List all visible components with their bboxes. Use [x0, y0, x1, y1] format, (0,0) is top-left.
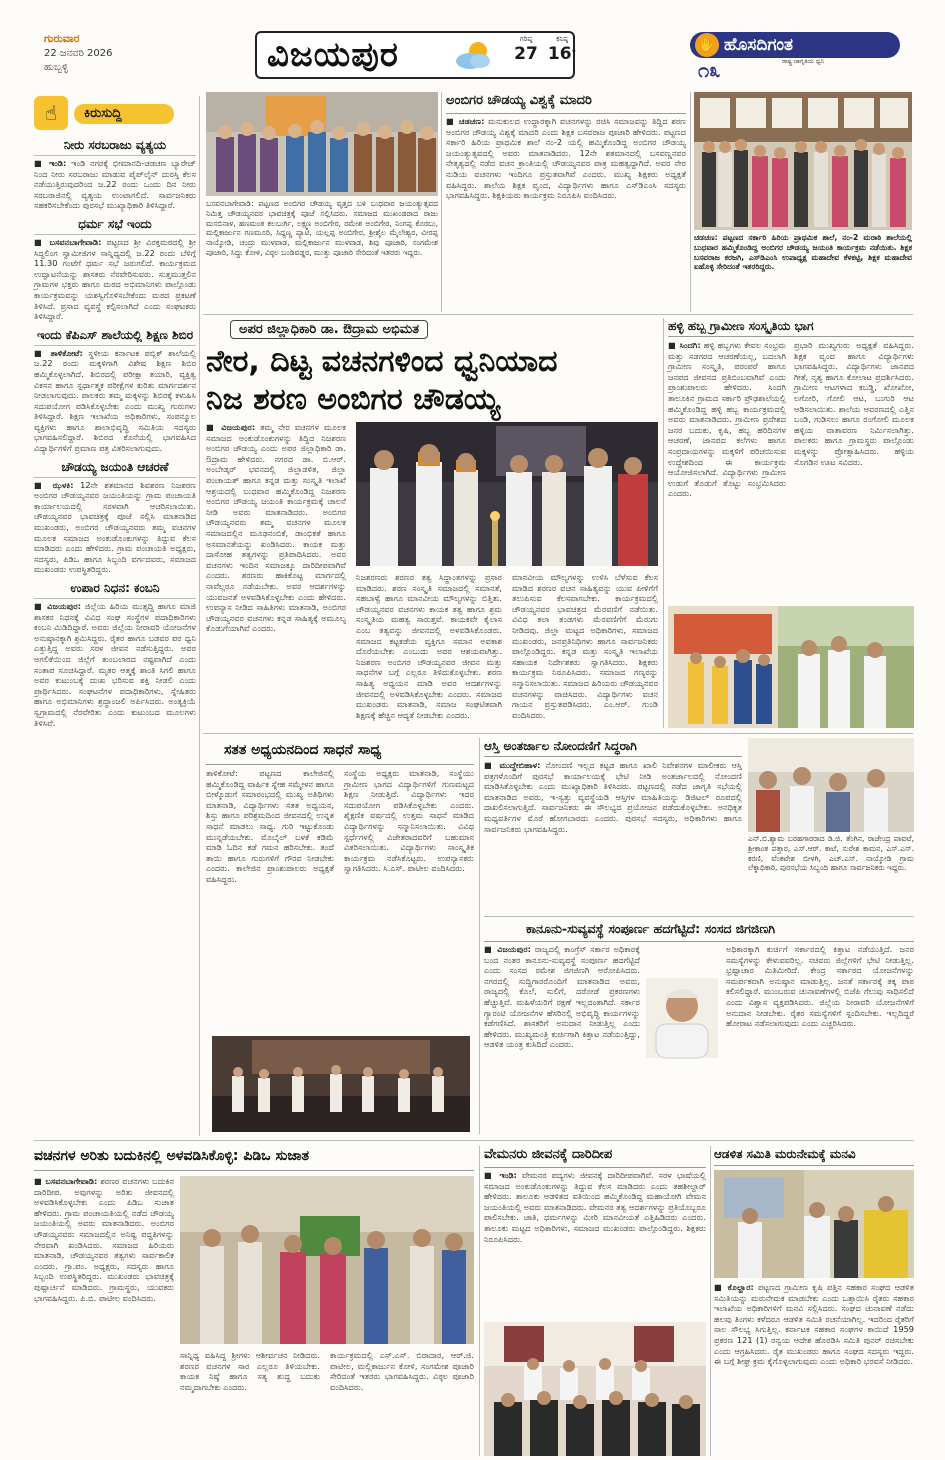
top-left-caption: ಬಸವನಬಾಗೇವಾಡಿ: ಪಟ್ಟಣದ ಅಂಬಿಗರ ಚೌಡಯ್ಯ ವೃತ್ತದ ಬಳಿ ಬುಧವಾರ ಜಯಂತ್ಯುತ್ಸವದ ನಿಮಿತ್ತ ಚೌಡಯ್ಯನವರ ಭಾವಚಿತ್ರಕ್ಕೆ ಪೂಜೆ ಸಲ್ಲಿಸಿದರು. ಸಮಾಜದ ಮುಖಂಡರಾದ ರಾಜು ಮಸಬಿನಾಳ, ಹಣಮಂತ ಕಲಬುರ್ಗಿ, ಲಕ್ಷ್ಮಣ ಅಂಬಿಗೇರ, ರಮೇಶ ಅಂಬಿಗೇರ, ನಿಂಗಪ್ಪ ಕೊರಬು, ಮಲ್ಲಿಕಾರ್ಜುನ ಗಣಮೂರಿ, ಸಿದ್ದಣ್ಣ ಪ್ಯಾಟಿ, ಯಲ್ಲಪ್ಪ ಅಂಬಿಗೇರ, ಶ್ರೀಶೈಲ ಮೈಲೇಶ್ವರ, ವೀರಪ್ಪ ನಾಯ್ಕೋಡಿ, ಚಂದ್ರು ಮುಳವಾಡ, ಮಲ್ಲಿಕಾರ್ಜುನ ಮುಳವಾಡ, ಶಿವು ಪೂಜಾರಿ, ಸಂಗಮೇಶ ಪೂಜಾರಿ, ಸಿದ್ದು ಕೋಳಿ, ವಿಠ್ಠಲ ಬಂಡಿವಡ್ಡರ, ಮುತ್ತು ಪೂಜಾರಿ ಸೇರಿದಂತೆ ಇತರರು ಇದ್ದರು. — [206, 199, 438, 257]
city-title-box — [255, 31, 575, 79]
kanoonu-article — [484, 920, 914, 1134]
vishwa-caption: ಚಡಚಣ: ಪಟ್ಟಣದ ಸರ್ಕಾರಿ ಹಿರಿಯ ಪ್ರಾಥಮಿಕ ಶಾಲೆ, ನಂ-2 ಮರಾಠಿ ಶಾಲೆಯಲ್ಲಿ ಬುಧವಾರ ಹಮ್ಮಿಕೊಂಡಿದ್ದ ಅಂಬಿಗರ ಚೌಡಯ್ಯ ಜಯಂತಿ ಕಾರ್ಯಕ್ರಮ ನಡೆಯಿತು. ಶಿಕ್ಷಕ ಬಸವರಾಜ ಕರಜಗಿ, ಎಸ್‌ಡಿಎಂಸಿ ಉಪಾಧ್ಯಕ್ಷ ಮಹಾದೇವ ಕೆಳಕಟ್ಟಿ, ಶಿಕ್ಷಕ ಮಹಾದೇವ ಐಹೊಳ್ಳಿ ಸೇರಿದಂತೆ ಇತರರಿದ್ದರು. — [694, 233, 912, 272]
brief-text: ಪಟ್ಟಣದ ಶ್ರೀ ವಿರಕ್ತಮಠದಲ್ಲಿ ಶ್ರೀ ಸಿದ್ದಲಿಂಗ ಸ್ವಾಮೀಜಿಗಳ ಸಾನ್ನಿಧ್ಯದಲ್ಲಿ ಜ.22 ರಂದು ಬೆಳಿಗ್ಗೆ 11.30 ಗಂಟೆಗೆ ಧರ್ಮ ಸಭೆ ಜರುಗಲಿದೆ. ಕಾರ್ಯಕ್ರಮದ ಉದ್ಘಾಟನೆಯನ್ನು ಶಾಸಕರು ನೆರವೇರಿಸುವರು. ಸುತ್ತಮುತ್ತಲಿನ ಗ್ರಾಮಗಳ ಭಕ್ತರು ಹಾಗೂ ಮಠದ ಅಭಿಮಾನಿಗಳು ಪಾಲ್ಗೊಂಡು ಕಾರ್ಯಕ್ರಮವನ್ನು ಯಶಸ್ವಿಗೊಳಿಸಬೇಕೆಂದು ಮಠದ ಪ್ರಕಟಣೆ ತಿಳಿಸಿದೆ. ಪ್ರಸಾದ ವ್ಯವಸ್ಥೆ ಕಲ್ಪಿಸಲಾಗಿದೆ ಎಂದು ಸಂಘಟಕರು ತಿಳಿಸಿದ್ದಾರೆ. — [34, 236, 196, 322]
vemana-place: ■ ಇಂಡಿ: — [484, 1170, 517, 1180]
group-photo-image — [206, 92, 438, 196]
satata-title: ಸತತ ಅಧ್ಯಯನದಿಂದ ಸಾಧನೆ ಸಾಧ್ಯ — [206, 738, 474, 765]
satata-divider — [479, 738, 480, 1134]
lead-photo — [356, 422, 658, 566]
aasti-photo — [748, 738, 914, 832]
brief-body — [34, 158, 196, 211]
kirusuddi-column — [34, 96, 196, 1134]
meeting-photo-image — [748, 738, 914, 832]
vachana-col-1 — [34, 1176, 174, 1456]
hrule-3 — [484, 916, 914, 917]
brief-body — [34, 348, 196, 454]
masthead — [0, 0, 945, 90]
vemana-body — [484, 1170, 706, 1316]
vachana-place: ■ ಬಸವನಬಾಗೇವಾಡಿ: — [34, 1176, 98, 1186]
brand-bar — [690, 32, 900, 58]
brief-title: ಇಂದು ಕೆಪಿಎಸ್ ಶಾಲೆಯಲ್ಲಿ ಶಿಕ್ಷಣ ಶಿಬಿರ — [34, 328, 196, 346]
lead-col-3: ಮಾನವೀಯ ಮೌಲ್ಯಗಳನ್ನು ಉಳಿಸಿ ಬೆಳೆಸುವ ಕೆಲಸ ಮಾಡಿದ ಶರಣರ ವಚನ ಸಾಹಿತ್ಯವನ್ನು ಯುವ ಪೀಳಿಗೆಗೆ ತಲುಪಿಸುವ ಕೆಲಸವಾಗಬೇಕು. ಕಾರ್ಯಕ್ರಮದಲ್ಲಿ ಚೌಡಯ್ಯನವರ ಭಾವಚಿತ್ರದ ಮೆರವಣಿಗೆ ನಡೆಯಿತು. ವಿವಿಧ ಕಲಾ ತಂಡಗಳು ಮೆರವಣಿಗೆಗೆ ಮೆರುಗು ನೀಡಿದವು. ಜಿಲ್ಲಾ ಮಟ್ಟದ ಅಧಿಕಾರಿಗಳು, ಸಮಾಜದ ಮುಖಂಡರು, ಜನಪ್ರತಿನಿಧಿಗಳು ಹಾಗೂ ಸಾರ್ವಜನಿಕರು ಪಾಲ್ಗೊಂಡಿದ್ದರು. ಕನ್ನಡ ಮತ್ತು ಸಂಸ್ಕೃತಿ ಇಲಾಖೆಯ ಸಹಾಯಕ ನಿರ್ದೇಶಕರು ಸ್ವಾಗತಿಸಿದರು. ಶಿಕ್ಷಕರು ಕಾರ್ಯಕ್ರಮ ನಿರೂಪಿಸಿದರು. ಸಮಾಜದ ಗಣ್ಯರನ್ನು ಸನ್ಮಾನಿಸಲಾಯಿತು. ಸಮಾಜದ ಹಿರಿಯರು ಚೌಡಯ್ಯನವರ ವಚನಗಳನ್ನು ವಾಚಿಸಿದರು. ವಿದ್ಯಾರ್ಥಿಗಳು ವಚನ ಗಾಯನ ಪ್ರಸ್ತುತಪಡಿಸಿದರು. ಎಂ.ಆರ್. ಗುಂಡಿ ವಂದಿಸಿದರು. — [512, 572, 658, 720]
halli-title: ಹಳ್ಳಿ ಹಬ್ಬ ಗ್ರಾಮೀಣ ಸಂಸ್ಕೃತಿಯ ಭಾಗ — [668, 318, 914, 337]
kanoonu-col-1 — [484, 944, 640, 1132]
aasti-article — [484, 738, 914, 912]
lead-place: ■ ವಿಜಯಪುರ: — [206, 422, 256, 432]
vachana-text-1: ಶರಣರ ವಚನಗಳು ಬದುಕಿನ ದಾರಿದೀಪ. ಅವುಗಳನ್ನು ಅರಿತು ಜೀವನದಲ್ಲಿ ಅಳವಡಿಸಿಕೊಳ್ಳಬೇಕು ಎಂದು ಪಿಡಿಒ ಸುಜಾತ ಹೇಳಿದರು. ಗ್ರಾಮ ಪಂಚಾಯತಿಯಲ್ಲಿ ನಡೆದ ಚೌಡಯ್ಯ ಜಯಂತಿಯಲ್ಲಿ ಅವರು ಮಾತನಾಡಿದರು. ಅಂಬಿಗರ ಚೌಡಯ್ಯನವರು ಸಮಾಜದಲ್ಲಿನ ಅನಿಷ್ಟ ಪದ್ಧತಿಗಳನ್ನು ನೇರವಾಗಿ ಖಂಡಿಸಿದರು. — [34, 1176, 174, 1250]
halli-col-2: ಪ್ರಭಾರಿ ಮುಖ್ಯಗುರು ಅಧ್ಯಕ್ಷತೆ ವಹಿಸಿದ್ದರು. ಶಿಕ್ಷಕ ವೃಂದ ಹಾಗೂ ವಿದ್ಯಾರ್ಥಿಗಳು ಭಾಗವಹಿಸಿದ್ದರು. ವಿದ್ಯಾರ್ಥಿಗಳು ಜಾನಪದ ಗೀತೆ, ನೃತ್ಯ ಹಾಗೂ ಕೋಲಾಟ ಪ್ರದರ್ಶಿಸಿದರು. ಗ್ರಾಮೀಣ ಆಟಗಳಾದ ಕಬಡ್ಡಿ, ಖೋಖೋ, ಲಗೋರಿ, ಗೋಲಿ ಆಟ, ಬುಗುರಿ ಆಟ ಆಡಿಸಲಾಯಿತು. ಶಾಲೆಯ ಆವರಣದಲ್ಲಿ ಎತ್ತಿನ ಬಂಡಿ, ಗುಡಿಸಲು ಹಾಗೂ ರಂಗೋಲಿ ಮೂಲಕ ಹಳ್ಳಿಯ ವಾತಾವರಣ ನಿರ್ಮಿಸಲಾಗಿತ್ತು. ಪಾಲಕರು ಹಾಗೂ ಗ್ರಾಮಸ್ಥರು ಪಾಲ್ಗೊಂಡು ಮಕ್ಕಳನ್ನು ಪ್ರೋತ್ಸಾಹಿಸಿದರು. ಹಳ್ಳಿಯ ಸೊಗಡಿನ ಊಟ ಸವಿದರು. — [794, 340, 914, 467]
lead-kicker: ಅಪರ ಜಿಲ್ಲಾಧಿಕಾರಿ ಡಾ. ಔದ್ರಾಮ ಅಭಿಮತ — [230, 320, 428, 339]
kanoonu-title: ಕಾನೂನು-ಸುವ್ಯವಸ್ಥೆ ಸಂಪೂರ್ಣ ಹದಗೆಟ್ಟಿದೆ: ಸಂಸದ ಜಿಗಜಿಣಗಿ — [484, 920, 914, 942]
hrule-1 — [203, 314, 913, 315]
brief-item — [34, 460, 196, 575]
lead-divider — [663, 318, 664, 728]
column-divider — [199, 96, 200, 1136]
lead-story — [206, 318, 658, 728]
vachana-col-3: ಕಾರ್ಯಕ್ರಮದಲ್ಲಿ ಎಸ್.ಎಸ್. ಬಿರಾದಾರ, ಆರ್.ಜಿ. ಪಾಟೀಲ, ಮಲ್ಲಿಕಾರ್ಜುನ ಕೋಳಿ, ಸಂಗಮೇಶ ಪೂಜಾರಿ ಸೇರಿದಂತೆ ಇತರರು ಭಾಗವಹಿಸಿದ್ದರು. ವಿಠ್ಠಲ ಪೂಜಾರಿ ವಂದಿಸಿದರು. — [330, 1350, 474, 1392]
min-temp-value — [547, 44, 577, 64]
top-left-photo — [206, 92, 438, 196]
bottom-divider-1 — [479, 1146, 480, 1456]
day-label: ಗುರುವಾರ — [44, 32, 80, 45]
brief-place: ■ ಇಂಡಿ: — [34, 158, 67, 168]
max-temp-block — [509, 35, 543, 64]
brief-title: ಉಪಾರ ನಿಧನ: ಕಂಬನಿ — [34, 581, 196, 599]
satata-col-1: ತಾಳಿಕೋಟೆ: ಪಟ್ಟಣದ ಕಾಲೇಜಿನಲ್ಲಿ ಹಮ್ಮಿಕೊಂಡಿದ್ದ ವಾರ್ಷಿಕ ಸ್ನೇಹ ಸಮ್ಮೇಳನ ಹಾಗೂ ಬೀಳ್ಕೊಡುಗೆ ಸಮಾರಂಭದಲ್ಲಿ ಮುಖ್ಯ ಅತಿಥಿಗಳು ಮಾತನಾಡಿ, ವಿದ್ಯಾರ್ಥಿಗಳು ಸತತ ಅಧ್ಯಯನ, ಶಿಸ್ತು ಹಾಗೂ ಪರಿಶ್ರಮದಿಂದ ಜೀವನದಲ್ಲಿ ಉನ್ನತ ಸಾಧನೆ ಮಾಡಲು ಸಾಧ್ಯ. ಗುರಿ ಇಟ್ಟುಕೊಂಡು ಮುನ್ನಡೆಯಬೇಕು. ಮೊಬೈಲ್ ಬಳಕೆ ಕಡಿಮೆ ಮಾಡಿ ಓದಿನ ಕಡೆ ಗಮನ ಹರಿಸಬೇಕು. ತಂದೆ ತಾಯಿ ಹಾಗೂ ಗುರುಗಳಿಗೆ ಗೌರವ ನೀಡಬೇಕು ಎಂದರು. ಕಾಲೇಜಿನ ಪ್ರಾಂಶುಪಾಲರು ಅಧ್ಯಕ್ಷತೆ ವಹಿಸಿದ್ದರು. — [206, 768, 334, 884]
vishwa-article — [446, 92, 686, 310]
vachana-article — [34, 1146, 474, 1456]
weather-icon — [452, 39, 496, 73]
vachana-photo — [180, 1176, 474, 1344]
brief-place: ■ ತಾಳಿಕೋಟೆ: — [34, 347, 83, 358]
halli-place: ■ ಸಿಂದಗಿ: — [668, 340, 701, 350]
kanoonu-portrait — [646, 978, 718, 1058]
brief-body — [34, 237, 196, 322]
lead-headline-1: ನೇರ, ದಿಟ್ಟ ವಚನಗಳಿಂದ ಧ್ವನಿಯಾದ — [206, 344, 558, 379]
hrule-4 — [34, 1140, 914, 1141]
min-temp-label: ಕನಿಷ್ಠ — [556, 35, 568, 43]
aadalita-title: ಆಡಳಿತ ಸಮಿತಿ ಮರುನೇಮಕ್ಕೆ ಮನವಿ — [714, 1146, 914, 1166]
top-divider-1 — [441, 92, 442, 312]
kanoonu-col-2: ಅಧಿಕಾರಕ್ಕಾಗಿ ಕುರ್ಚಿಗೆ ಸರ್ಕಾರದಲ್ಲಿ ಕಿತ್ತಾಟ ನಡೆಯುತ್ತಿದೆ. ಜನರ ಸಮಸ್ಯೆಗಳನ್ನು ಕೇಳುವವರಿಲ್ಲ. ಸಚಿವರು ಜಿಲ್ಲೆಗಳಿಗೆ ಭೇಟಿ ನೀಡುತ್ತಿಲ್ಲ. ಭ್ರಷ್ಟಾಚಾರ ಮಿತಿಮೀರಿದೆ. ಕೇಂದ್ರ ಸರ್ಕಾರದ ಯೋಜನೆಗಳನ್ನು ಸಮರ್ಪಕವಾಗಿ ಅನುಷ್ಠಾನ ಮಾಡುತ್ತಿಲ್ಲ. ಜನತೆ ಸರ್ಕಾರಕ್ಕೆ ತಕ್ಕ ಪಾಠ ಕಲಿಸಲಿದ್ದಾರೆ. ಮುಂಬರುವ ಚುನಾವಣೆಗಳಲ್ಲಿ ಬಿಜೆಪಿ ಗೆಲುವು ಸಾಧಿಸಲಿದೆ ಎಂದು ವಿಶ್ವಾಸ ವ್ಯಕ್ತಪಡಿಸಿದರು. ಜಿಲ್ಲೆಯ ನೀರಾವರಿ ಯೋಜನೆಗಳಿಗೆ ಅನುದಾನ ನೀಡಬೇಕು. ರೈತರ ಸಮಸ್ಯೆಗಳಿಗೆ ಸ್ಪಂದಿಸಬೇಕು. ಇಲ್ಲದಿದ್ದರೆ ಹೋರಾಟ ನಡೆಸಲಾಗುವುದು ಎಂದು ಎಚ್ಚರಿಸಿದರು. — [726, 944, 914, 1029]
aadalita-body — [714, 1282, 914, 1456]
brief-title: ಚೌಡಯ್ಯ ಜಯಂತಿ ಆಚರಣೆ — [34, 460, 196, 478]
lead-col-1 — [206, 422, 346, 728]
vishwa-title: ಅಂಬಿಗರ ಚೌಡಯ್ಯ ವಿಶ್ವಕ್ಕೆ ಮಾದರಿ — [446, 92, 686, 114]
brief-place: ■ ಬಸವನಬಾಗೇವಾಡಿ: — [34, 236, 102, 247]
vishwa-body — [446, 116, 686, 201]
felicitation-photo-image — [180, 1176, 474, 1344]
top-divider-2 — [690, 92, 691, 312]
brand-name: ಹೊಸದಿಗಂತ — [724, 35, 794, 55]
lead-col-2: ನಿಜಶರಣರು ಶರಣರ ತತ್ವ ಸಿದ್ಧಾಂತಗಳನ್ನು ಪ್ರಸಾರ ಮಾಡಿದರು. ಶರಣ ಸಂಸ್ಕೃತಿ ಸಮಾಜದಲ್ಲಿ ಸಮಾನತೆ, ಸಹಬಾಳ್ವೆ ಹಾಗೂ ಮಾನವೀಯ ಮೌಲ್ಯಗಳನ್ನು ಬಿತ್ತಿತು. ಚೌಡಯ್ಯನವರ ವಚನಗಳು ಕಾಯಕ ತತ್ವ ಹಾಗೂ ಶ್ರಮ ಸಂಸ್ಕೃತಿಯ ಮಹತ್ವ ಸಾರುತ್ತವೆ. ಕಾಯಕವೇ ಕೈಲಾಸ ಎಂಬ ತತ್ವವನ್ನು ಜೀವನದಲ್ಲಿ ಅಳವಡಿಸಿಕೊಂಡರು. ಸಮಾಜದ ಕಟ್ಟಕಡೆಯ ವ್ಯಕ್ತಿಗೂ ಸಮಾನ ಅವಕಾಶ ದೊರೆಯಬೇಕು ಎಂಬುದು ಅವರ ಆಶಯವಾಗಿತ್ತು. ನಿಜಶರಣ ಅಂಬಿಗರ ಚೌಡಯ್ಯನವರ ಜೀವನ ಮತ್ತು ಸಾಧನೆಗಳ ಬಗ್ಗೆ ಎಲ್ಲರೂ ತಿಳಿದುಕೊಳ್ಳಬೇಕು. ಶರಣ ಸಾಹಿತ್ಯ ಅಧ್ಯಯನ ಮಾಡಿ ಅವರ ಆದರ್ಶಗಳನ್ನು ಜೀವನದಲ್ಲಿ ಅಳವಡಿಸಿಕೊಳ್ಳಬೇಕು ಎಂದರು. ಸಮಾಜದ ಮುಖಂಡರು ಮಾತನಾಡಿ, ಸಮಾಜ ಸಂಘಟಿತವಾಗಿ ಶಿಕ್ಷಣಕ್ಕೆ ಹೆಚ್ಚಿನ ಆದ್ಯತೆ ನೀಡಬೇಕು ಎಂದರು. — [356, 572, 502, 720]
bottom-divider-2 — [710, 1146, 711, 1456]
kanoonu-place: ■ ವಿಜಯಪುರ: — [484, 944, 531, 954]
brief-body — [34, 601, 196, 728]
date-label: 22 ಜನವರಿ 2026 — [44, 48, 113, 59]
min-temp-block — [547, 35, 577, 64]
hrule-2 — [203, 733, 913, 734]
brief-body — [34, 480, 196, 575]
kanoonu-text-1: ರಾಜ್ಯದಲ್ಲಿ ಕಾಂಗ್ರೆಸ್ ಸರ್ಕಾರ ಅಧಿಕಾರಕ್ಕೆ ಬಂದ ನಂತರ ಕಾನೂನು-ಸುವ್ಯವಸ್ಥೆ ಸಂಪೂರ್ಣ ಹದಗೆಟ್ಟಿದೆ ಎಂದು ಸಂಸದ ರಮೇಶ ಜಿಗಜಿಣಗಿ ಆರೋಪಿಸಿದರು. ನಗರದಲ್ಲಿ ಸುದ್ದಿಗಾರರೊಂದಿಗೆ ಮಾತನಾಡಿದ ಅವರು, ರಾಜ್ಯದಲ್ಲಿ ಕೊಲೆ, ಸುಲಿಗೆ, ದರೋಡೆ ಪ್ರಕರಣಗಳು ಹೆಚ್ಚುತ್ತಿವೆ. ಮಹಿಳೆಯರಿಗೆ ರಕ್ಷಣೆ ಇಲ್ಲದಂತಾಗಿದೆ. ಸರ್ಕಾರ ಗ್ಯಾರಂಟಿ ಯೋಜನೆಗಳ ಹೆಸರಿನಲ್ಲಿ ಅಭಿವೃದ್ಧಿ ಕಾರ್ಯಗಳನ್ನು ಕಡೆಗಣಿಸಿದೆ. ಶಾಸಕರಿಗೆ ಅನುದಾನ ನೀಡುತ್ತಿಲ್ಲ ಎಂದು ಹೇಳಿದರು. ಮುಖ್ಯಮಂತ್ರಿ ಕುರ್ಚಿಗಾಗಿ ಕಿತ್ತಾಟ ನಡೆಯುತ್ತಿದ್ದು, ಆಡಳಿತ ಯಂತ್ರ ಕುಸಿದಿದೆ ಎಂದರು. — [484, 944, 640, 1050]
kirusuddi-hand-icon: ☝ — [34, 96, 68, 130]
city-title: ವಿಜಯಪುರ — [267, 35, 399, 75]
vemana-article — [484, 1146, 706, 1456]
vemana-photo — [484, 1322, 706, 1456]
aasti-title: ಆಸ್ತಿ ಅಂತರ್ಜಾಲ ನೋಂದಣಿಗೆ ಸಿದ್ಧರಾಗಿ — [484, 738, 742, 757]
village-fest-photo-image — [668, 606, 914, 728]
aasti-body — [484, 760, 742, 910]
lead-headline-2: ನಿಜ ಶರಣ ಅಂಬಿಗರ ಚೌಡಯ್ಯ — [206, 382, 501, 417]
vishwa-text: ಮನುಕುಲದ ಉದ್ಧಾರಕ್ಕಾಗಿ ವಚನಗಳನ್ನು ರಚಿಸಿ ಸಮಾಜವನ್ನು ತಿದ್ದಿದ ಶರಣ ಅಂಬಿಗರ ಚೌಡಯ್ಯ ವಿಶ್ವಕ್ಕೆ ಮಾದರಿ ಎಂದು ಶಿಕ್ಷಕ ಬಸವರಾಜ ಪೂಜಾರಿ ಹೇಳಿದರು. ಪಟ್ಟಣದ ಸರ್ಕಾರಿ ಹಿರಿಯ ಪ್ರಾಥಮಿಕ ಶಾಲೆ ನಂ-2 ಯಲ್ಲಿ ಹಮ್ಮಿಕೊಂಡಿದ್ದ ಅಂಬಿಗರ ಚೌಡಯ್ಯ ಜಯಂತ್ಯುತ್ಸವದಲ್ಲಿ ಅವರು ಮಾತನಾಡಿದರು. 12ನೇ ಶತಮಾನದಲ್ಲಿ ಬಸವಣ್ಣನವರ ನೇತೃತ್ವದಲ್ಲಿ ನಡೆದ ವಚನ ಕ್ರಾಂತಿಯಲ್ಲಿ ಚೌಡಯ್ಯನವರ ಪಾತ್ರ ಮಹತ್ವದ್ದಾಗಿದೆ. ಅವರ ನೇರ ನುಡಿಯ ವಚನಗಳು ಇಂದಿಗೂ ಪ್ರಸ್ತುತವಾಗಿವೆ ಎಂದರು. ಮುಖ್ಯ ಶಿಕ್ಷಕರು ಅಧ್ಯಕ್ಷತೆ ವಹಿಸಿದ್ದರು. ಶಾಲೆಯ ಶಿಕ್ಷಕ ವೃಂದ, ವಿದ್ಯಾರ್ಥಿಗಳು ಹಾಗೂ ಎಸ್‌ಡಿಎಂಸಿ ಸದಸ್ಯರು ಭಾಗವಹಿಸಿದ್ದರು. ಶಿಕ್ಷಕಿಯರು ಕಾರ್ಯಕ್ರಮ ನಿರೂಪಿಸಿ ವಂದಿಸಿದರು. — [446, 116, 686, 201]
vemana-event-photo-image — [484, 1322, 706, 1456]
lead-col-1-text: ತಮ್ಮ ನೇರ ವಚನಗಳ ಮೂಲಕ ಸಮಾಜದ ಅಂಕುಡೊಂಕುಗಳನ್ನು ತಿದ್ದಿದ ನಿಜಶರಣ ಅಂಬಿಗರ ಚೌಡಯ್ಯ ಎಂದು ಅಪರ ಜಿಲ್ಲಾಧಿಕಾರಿ ಡಾ. ಔದ್ರಾಮ ಹೇಳಿದರು. ನಗರದ ಡಾ. ಬಿ.ಆರ್. ಅಂಬೇಡ್ಕರ್ ಭವನದಲ್ಲಿ ಜಿಲ್ಲಾಡಳಿತ, ಜಿಲ್ಲಾ ಪಂಚಾಯತ್ ಹಾಗೂ ಕನ್ನಡ ಮತ್ತು ಸಂಸ್ಕೃತಿ ಇಲಾಖೆ ಆಶ್ರಯದಲ್ಲಿ ಬುಧವಾರ ಹಮ್ಮಿಕೊಂಡಿದ್ದ ನಿಜಶರಣ ಅಂಬಿಗರ ಚೌಡಯ್ಯ ಜಯಂತಿ ಕಾರ್ಯಕ್ರಮಕ್ಕೆ ಚಾಲನೆ ನೀಡಿ ಅವರು ಮಾತನಾಡಿದರು. ಅಂಬಿಗರ ಚೌಡಯ್ಯನವರು ತಮ್ಮ ವಚನಗಳ ಮೂಲಕ ಸಮಾಜದಲ್ಲಿನ ಮೂಢನಂಬಿಕೆ, ಡಾಂಭಿಕತೆ ಹಾಗೂ ಅಸಮಾನತೆಯನ್ನು ಖಂಡಿಸಿದರು. ಕಾಯಕ ಮತ್ತು ದಾಸೋಹ ತತ್ವಗಳನ್ನು ಪ್ರತಿಪಾದಿಸಿದರು. ಅವರ ವಚನಗಳು ಇಂದಿನ ಸಮಾಜಕ್ಕೂ ದಾರಿದೀಪವಾಗಿವೆ ಎಂದರು. ಶರಣರು ಹಾಕಿಕೊಟ್ಟ ಮಾರ್ಗದಲ್ಲಿ ನಾವೆಲ್ಲರೂ ನಡೆಯಬೇಕು. ಅವರ ಆದರ್ಶಗಳನ್ನು ಯುವಜನತೆ ಅಳವಡಿಸಿಕೊಳ್ಳಬೇಕು ಎಂದು ಹೇಳಿದರು. ಉಪನ್ಯಾಸ ನೀಡಿದ ಸಾಹಿತಿಗಳು ಮಾತನಾಡಿ, ಅಂಬಿಗರ ಚೌಡಯ್ಯನವರ ವಚನಗಳು ಕನ್ನಡ ಸಾಹಿತ್ಯಕ್ಕೆ ಅಮೂಲ್ಯ ಕೊಡುಗೆಯಾಗಿವೆ ಎಂದರು. — [206, 422, 346, 634]
vishwa-place: ■ ಚಡಚಣ: — [446, 116, 485, 126]
brief-text: ಇಂಡಿ ನಗರಕ್ಕೆ ಭೀಮಾನದಿ-ಚಡಚಣ ಬ್ಯಾರೇಜ್ ನಿಂದ ನೀರು ಸರಬರಾಜು ಮಾಡುವ ಪೈಪ್‌ಲೈನ್ ದುರಸ್ತಿ ಕೆಲಸ ನಡೆಯುತ್ತಿರುವುದರಿಂದ ಜ.22 ರಂದು ಒಂದು ದಿನ ನೀರು ಸರಬರಾಜಿನಲ್ಲಿ ವ್ಯತ್ಯಯ ಉಂಟಾಗಲಿದೆ. ಸಾರ್ವಜನಿಕರು ಸಹಕರಿಸಬೇಕೆಂದು ಪುರಸಭೆ ಮುಖ್ಯಾಧಿಕಾರಿ ತಿಳಿಸಿದ್ದಾರೆ. — [34, 158, 197, 211]
brief-text: ಸ್ಥಳೀಯ ಕರ್ನಾಟಕ ಪಬ್ಲಿಕ್ ಶಾಲೆಯಲ್ಲಿ ಜ.22 ರಂದು ಮಕ್ಕಳಿಗಾಗಿ ವಿಶೇಷ ಶಿಕ್ಷಣ ಶಿಬಿರ ಹಮ್ಮಿಕೊಳ್ಳಲಾಗಿದೆ. ಶಿಬಿರದಲ್ಲಿ ಪರೀಕ್ಷಾ ತಯಾರಿ, ವ್ಯಕ್ತಿತ್ವ ವಿಕಸನ ಹಾಗೂ ಸ್ಪರ್ಧಾತ್ಮಕ ಪರೀಕ್ಷೆಗಳ ಕುರಿತು ಮಾರ್ಗದರ್ಶನ ನೀಡಲಾಗುವುದು. ಪಾಲಕರು ತಮ್ಮ ಮಕ್ಕಳನ್ನು ಶಿಬಿರಕ್ಕೆ ಕಳುಹಿಸಿ ಸದುಪಯೋಗ ಪಡಿಸಿಕೊಳ್ಳಬೇಕು ಎಂದು ಮುಖ್ಯ ಗುರುಗಳು ತಿಳಿಸಿದ್ದಾರೆ. ಶಿಕ್ಷಣ ಇಲಾಖೆಯ ಅಧಿಕಾರಿಗಳು, ಸಂಪನ್ಮೂಲ ವ್ಯಕ್ತಿಗಳು ಹಾಗೂ ಶಾಲಾಭಿವೃದ್ಧಿ ಸಮಿತಿಯ ಸದಸ್ಯರು ಭಾಗವಹಿಸಲಿದ್ದಾರೆ. ಶಿಬಿರದ ಕೊನೆಯಲ್ಲಿ ಭಾಗವಹಿಸಿದ ವಿದ್ಯಾರ್ಥಿಗಳಿಗೆ ಪ್ರಮಾಣ ಪತ್ರ ವಿತರಿಸಲಾಗುವುದು. — [34, 347, 196, 454]
vemana-title: ವೇಮನರು ಜೀವನಕ್ಕೆ ದಾರಿದೀಪ — [484, 1146, 706, 1168]
date-block — [44, 32, 194, 90]
brief-place: ■ ಝಳಕಿ: — [34, 479, 74, 490]
max-temp-value: 27 — [514, 44, 538, 64]
aasti-caption: ಎನ್.ಬಿ.ಶ್ಯಾಮ ಬರಹಗಾರರಾದ ಡಿ.ಜಿ. ತೆಂಗಿನ, ರಾಜೇಂದ್ರ ಪಾವಟೆ, ಶ್ರೀಕಾಂತ ಪತ್ತಾರ, ಎಸ್.ಆರ್. ಕಾಟೆ, ಸುರೇಶ ಕಾಮನ, ಎಸ್.ಎಸ್. ಕರಣಿ, ವೆಂಕಟೇಶ ಬೀಳಗಿ, ಎಚ್.ಎಸ್. ನಾಯ್ಕೋಡಿ ಗ್ರಾಮ ಲೆಕ್ಕಾಧಿಕಾರಿ, ಪುರಸಭೆಯ ಸಿಬ್ಬಂದಿ ಹಾಗೂ ಸಾರ್ವಜನಿಕರು ಇದ್ದರು. — [748, 834, 914, 873]
aadalita-text: ಪಟ್ಟಣದ ಗ್ರಾಮೀಣ ಕೃಷಿ ಪತ್ತಿನ ಸಹಕಾರ ಸಂಘದ ಆಡಳಿತ ಸಮಿತಿಯನ್ನು ಮರುನೇಮಕ ಮಾಡಬೇಕು ಎಂದು ಒತ್ತಾಯಿಸಿ ರೈತರು ಸಹಕಾರ ಇಲಾಖೆಯ ಅಧಿಕಾರಿಗಳಿಗೆ ಮನವಿ ಸಲ್ಲಿಸಿದರು. ಸಂಘದ ಚುನಾವಣೆ ನಡೆದು ಹಲವು ತಿಂಗಳು ಕಳೆದರೂ ಆಡಳಿತ ಸಮಿತಿ ರಚನೆಯಾಗಿಲ್ಲ. ಇದರಿಂದ ರೈತರಿಗೆ ಸಾಲ ಸೌಲಭ್ಯ ಸಿಗುತ್ತಿಲ್ಲ. ಕರ್ನಾಟಕ ಸಹಕಾರ ಸಂಘಗಳ ಕಾಯಿದೆ 1959 ಪ್ರಕರಣ 121 (1) ರನ್ವಯ ಆದೇಶ ಹೊರಡಿಸಿ ಸಮಿತಿ ಪುನರ್ ರಚಿಸಬೇಕು ಎಂದು ಆಗ್ರಹಿಸಿದರು. ರೈತ ಮುಖಂಡರು ಹಾಗೂ ಸಂಘದ ಸದಸ್ಯರು ಇದ್ದರು. ಈ ಬಗ್ಗೆ ಶೀಘ್ರ ಕ್ರಮ ಕೈಗೊಳ್ಳಲಾಗುವುದು ಎಂದು ಅಧಿಕಾರಿ ಭರವಸೆ ನೀಡಿದರು. — [714, 1282, 914, 1367]
brief-title: ನೀರು ಸರಬರಾಜು ವ್ಯತ್ಯಯ — [34, 138, 196, 156]
vishwa-photo — [694, 92, 912, 230]
brief-item — [34, 138, 196, 211]
memorandum-photo-image — [714, 1170, 914, 1278]
halli-photo — [668, 606, 914, 728]
vachana-title: ವಚನಗಳ ಅರಿತು ಬದುಕಿನಲ್ಲಿ ಅಳವಡಿಸಿಕೊಳ್ಳಿ: ಪಿಡಿಒ ಸುಜಾತ — [34, 1146, 474, 1171]
halli-text-1: ಹಳ್ಳಿ ಹಬ್ಬಗಳು ಕೇವಲ ಸಂಭ್ರಮ ಮತ್ತು ಸಡಗರದ ಆಚರಣೆಯಲ್ಲ, ಬದಲಾಗಿ ಗ್ರಾಮೀಣ ಸಂಸ್ಕೃತಿ, ಪರಂಪರೆ ಹಾಗೂ ಜನಪದ ಜೀವನದ ಪ್ರತಿಬಿಂಬವಾಗಿವೆ ಎಂದು ಪ್ರಾಂಶುಪಾಲರು ಹೇಳಿದರು. ಸಿಂದಗಿ ತಾಲೂಕಿನ ಗ್ರಾಮದ ಸರ್ಕಾರಿ ಪ್ರೌಢಶಾಲೆಯಲ್ಲಿ ಹಮ್ಮಿಕೊಂಡಿದ್ದ ಹಳ್ಳಿ ಹಬ್ಬ ಕಾರ್ಯಕ್ರಮದಲ್ಲಿ ಅವರು ಮಾತನಾಡಿದರು. ಗ್ರಾಮೀಣ ಪ್ರದೇಶದ ಜನರ ಬದುಕು, ಕೃಷಿ, ಹಬ್ಬ ಹರಿದಿನಗಳ ಆಚರಣೆ, ಜಾನಪದ ಕಲೆಗಳು ಹಾಗೂ ಸಂಪ್ರದಾಯಗಳನ್ನು ಮಕ್ಕಳಿಗೆ ಪರಿಚಯಿಸುವ ಉದ್ದೇಶದಿಂದ ಈ ಕಾರ್ಯಕ್ರಮ ಆಯೋಜಿಸಲಾಗಿದೆ. ವಿದ್ಯಾರ್ಥಿಗಳು ಗ್ರಾಮೀಣ ಉಡುಗೆ ತೊಡುಗೆ ತೊಟ್ಟು ಸಂಭ್ರಮಿಸಿದರು ಎಂದರು. — [668, 340, 787, 499]
brief-item — [34, 581, 196, 728]
brief-item — [34, 217, 196, 322]
kirusuddi-header — [34, 96, 196, 136]
brand-tagline: ರಾಷ್ಟ್ರ ಜಾಗೃತಿಯ ಧ್ವನಿ — [782, 58, 825, 65]
aasti-text: ನೋಂದಣಿ ಇಲ್ಲದ ಕಟ್ಟಡ ಹಾಗೂ ಖಾಲಿ ನಿವೇಶನಗಳ ಮಾಲೀಕರು ಆಸ್ತಿ ಪತ್ರಗಳೊಂದಿಗೆ ಪುರಸಭೆ ಕಾರ್ಯಾಲಯಕ್ಕೆ ಭೇಟಿ ನೀಡಿ ಅಂತರ್ಜಾಲದಲ್ಲಿ ನೋಂದಣಿ ಮಾಡಿಸಿಕೊಳ್ಳಬೇಕು ಎಂದು ಮುಖ್ಯಾಧಿಕಾರಿ ತಿಳಿಸಿದರು. ಪಟ್ಟಣದಲ್ಲಿ ನಡೆದ ಜಾಗೃತಿ ಸಭೆಯಲ್ಲಿ ಮಾತನಾಡಿದ ಅವರು, ಇ-ಸ್ವತ್ತು ವ್ಯವಸ್ಥೆಯಡಿ ಆಸ್ತಿಗಳ ಮಾಹಿತಿಯನ್ನು ಡಿಜಿಟಲ್ ರೂಪದಲ್ಲಿ ದಾಖಲಿಸಲಾಗುತ್ತಿದೆ. ಸಾರ್ವಜನಿಕರು ಈ ಸೌಲಭ್ಯದ ಪ್ರಯೋಜನ ಪಡೆದುಕೊಳ್ಳಬೇಕು. ಅನಧಿಕೃತ ಮಧ್ಯವರ್ತಿಗಳ ಮೊರೆ ಹೋಗಬಾರದು ಎಂದರು. ಪುರಸಭೆ ಸದಸ್ಯರು, ಅಧಿಕಾರಿಗಳು ಹಾಗೂ ಸಾರ್ವಜನಿಕರು ಭಾಗವಹಿಸಿದ್ದರು. — [484, 760, 742, 834]
brand-logo-icon: ✋ — [695, 33, 719, 57]
school-photo-image — [694, 92, 912, 230]
page-number: ೧೩ — [698, 58, 721, 82]
aadalita-photo — [714, 1170, 914, 1278]
kirusuddi-title: ಕಿರುಸುದ್ದಿ — [84, 106, 122, 121]
brand-block — [690, 32, 910, 87]
lamp-lighting-photo-image — [356, 422, 658, 566]
place-label: ಹುಬ್ಬಳ್ಳಿ — [44, 62, 69, 73]
vachana-text-2: ಸಮಾಜದ ಹಿರಿಯರು ಮಾತನಾಡಿ, ಚೌಡಯ್ಯನವರ ತತ್ವಗಳು ಸಾರ್ವಕಾಲಿಕ ಎಂದರು. ಗ್ರಾ.ಪಂ. ಅಧ್ಯಕ್ಷರು, ಸದಸ್ಯರು ಹಾಗೂ ಸಿಬ್ಬಂದಿ ಉಪಸ್ಥಿತರಿದ್ದರು. ಮುಖಂಡರು ಭಾವಚಿತ್ರಕ್ಕೆ ಪುಷ್ಪಾರ್ಚನೆ ಮಾಡಿದರು. ಗ್ರಾಮಸ್ಥರು, ಯುವಕರು ಭಾಗವಹಿಸಿದ್ದರು. ಪಿ.ಬಿ. ಪಾಟೀಲ ವಂದಿಸಿದರು. — [34, 1239, 174, 1303]
vachana-col-2: ಸಾನ್ನಿಧ್ಯ ವಹಿಸಿದ್ದ ಶ್ರೀಗಳು ಆಶೀರ್ವಚನ ನೀಡಿದರು. ಶರಣರ ವಚನಗಳ ಸಾರ ಎಲ್ಲರೂ ತಿಳಿಯಬೇಕು. ಕಾಯಕ ನಿಷ್ಠೆ ಹಾಗೂ ಸತ್ಯ ಶುದ್ಧ ಬದುಕು ನಮ್ಮದಾಗಬೇಕು ಎಂದರು. — [180, 1350, 320, 1392]
degree-symbol: ° — [571, 49, 577, 59]
stage-photo-image — [212, 1036, 470, 1132]
brief-place: ■ ವಿಜಯಪುರ: — [34, 601, 81, 611]
aasti-place: ■ ಮುದ್ದೇಬಿಹಾಳ: — [484, 760, 541, 770]
mp-portrait-image — [646, 978, 718, 1058]
max-temp-label: ಗರಿಷ್ಠ — [519, 35, 533, 43]
aadalita-place: ■ ಕೊಲ್ಹಾರ: — [714, 1282, 754, 1292]
satata-photo — [212, 1036, 470, 1132]
halli-col-1 — [668, 340, 786, 602]
brief-text: ಜಿಲ್ಲೆಯ ಹಿರಿಯ ಮುತ್ಸದ್ದಿ ಹಾಗೂ ಮಾಜಿ ಶಾಸಕರ ನಿಧನಕ್ಕೆ ವಿವಿಧ ಸಂಘ ಸಂಸ್ಥೆಗಳ ಪದಾಧಿಕಾರಿಗಳು ಕಂಬನಿ ಮಿಡಿದಿದ್ದಾರೆ. ಅವರು ಜಿಲ್ಲೆಯ ನೀರಾವರಿ ಯೋಜನೆಗಳ ಅನುಷ್ಠಾನಕ್ಕಾಗಿ ಶ್ರಮಿಸಿದ್ದರು. ರೈತರ ಹಾಗೂ ಬಡವರ ಪರ ಧ್ವನಿ ಎತ್ತುತ್ತಿದ್ದ ಅವರು ಸರಳ ಜೀವನ ನಡೆಸುತ್ತಿದ್ದರು. ಅವರ ಅಗಲಿಕೆಯಿಂದ ಜಿಲ್ಲೆಗೆ ತುಂಬಲಾರದ ನಷ್ಟವಾಗಿದೆ ಎಂದು ಸಂತಾಪ ಸೂಚಿಸಿದ್ದಾರೆ. ಮೃತರ ಆತ್ಮಕ್ಕೆ ಶಾಂತಿ ಸಿಗಲಿ ಹಾಗೂ ಅವರ ಕುಟುಂಬಕ್ಕೆ ದುಃಖ ಭರಿಸುವ ಶಕ್ತಿ ನೀಡಲಿ ಎಂದು ಪ್ರಾರ್ಥಿಸಿದರು. ಸಂಘಟನೆಗಳ ಪದಾಧಿಕಾರಿಗಳು, ಸ್ನೇಹಿತರು ಹಾಗೂ ಅಭಿಮಾನಿಗಳು ಶ್ರದ್ಧಾಂಜಲಿ ಅರ್ಪಿಸಿದರು. ಅಂತ್ಯಕ್ರಿಯೆ ಸ್ವಗ್ರಾಮದಲ್ಲಿ ನೆರವೇರಿತು ಎಂದು ಕುಟುಂಬದ ಮೂಲಗಳು ತಿಳಿಸಿವೆ. — [34, 601, 196, 728]
vemana-text: ವೇಮನರ ಪದ್ಯಗಳು ಜೀವನಕ್ಕೆ ದಾರಿದೀಪವಾಗಿವೆ. ಸರಳ ಭಾಷೆಯಲ್ಲಿ ಸಮಾಜದ ಅಂಕುಡೊಂಕುಗಳನ್ನು ತಿದ್ದುವ ಕೆಲಸ ಮಾಡಿದರು ಎಂದು ತಹಶೀಲ್ದಾರ್ ಹೇಳಿದರು. ತಾಲೂಕು ಆಡಳಿತದ ವತಿಯಿಂದ ಹಮ್ಮಿಕೊಂಡಿದ್ದ ಮಹಾಯೋಗಿ ವೇಮನ ಜಯಂತಿಯಲ್ಲಿ ಅವರು ಮಾತನಾಡಿದರು. ವೇಮನರ ತತ್ವ ಆದರ್ಶಗಳನ್ನು ಪ್ರತಿಯೊಬ್ಬರೂ ಪಾಲಿಸಬೇಕು. ಜಾತಿ, ಧರ್ಮಗಳನ್ನು ಮೀರಿ ಮಾನವೀಯತೆ ಎತ್ತಿಹಿಡಿದರು ಎಂದರು. ತಾಲೂಕು ಮಟ್ಟದ ಅಧಿಕಾರಿಗಳು, ಸಮಾಜದ ಮುಖಂಡರು ಪಾಲ್ಗೊಂಡಿದ್ದರು. ಶಿಕ್ಷಕರು ನಿರೂಪಿಸಿದರು. — [484, 1170, 706, 1244]
brief-title: ಧರ್ಮ ಸಭೆ ಇಂದು — [34, 217, 196, 235]
kirusuddi-list — [34, 138, 196, 728]
satata-article — [206, 738, 474, 1134]
brief-text: 12ನೇ ಶತಮಾನದ ಶಿವಶರಣ ನಿಜಶರಣ ಅಂಬಿಗರ ಚೌಡಯ್ಯನವರ ಜಯಂತಿಯನ್ನು ಗ್ರಾಮ ಪಂಚಾಯತಿ ಕಾರ್ಯಾಲಯದಲ್ಲಿ ಸರಳವಾಗಿ ಆಚರಿಸಲಾಯಿತು. ಚೌಡಯ್ಯನವರ ಭಾವಚಿತ್ರಕ್ಕೆ ಪೂಜೆ ಸಲ್ಲಿಸಿ ಮಾತನಾಡಿದ ಮುಖಂಡರು, ಅಂಬಿಗರ ಚೌಡಯ್ಯನವರು ತಮ್ಮ ವಚನಗಳ ಮೂಲಕ ಸಮಾಜದ ಅಂಕುಡೊಂಕುಗಳನ್ನು ತಿದ್ದುವ ಕೆಲಸ ಮಾಡಿದರು ಎಂದು ಹೇಳಿದರು. ಗ್ರಾಮ ಪಂಚಾಯತಿ ಅಧ್ಯಕ್ಷರು, ಸದಸ್ಯರು, ಪಿಡಿಒ ಹಾಗೂ ಸಿಬ್ಬಂದಿ ವರ್ಗದವರು, ಸಮಾಜದ ಮುಖಂಡರು ಉಪಸ್ಥಿತರಿದ್ದರು. — [34, 479, 196, 575]
aadalita-article — [714, 1146, 914, 1456]
min-temp-number: 16 — [547, 44, 572, 64]
satata-col-2: ಸಂಸ್ಥೆಯ ಅಧ್ಯಕ್ಷರು ಮಾತನಾಡಿ, ಸಂಸ್ಥೆಯು ಗ್ರಾಮೀಣ ಭಾಗದ ವಿದ್ಯಾರ್ಥಿಗಳಿಗೆ ಗುಣಮಟ್ಟದ ಶಿಕ್ಷಣ ನೀಡುತ್ತಿದೆ. ವಿದ್ಯಾರ್ಥಿಗಳು ಇದರ ಸದುಪಯೋಗ ಪಡಿಸಿಕೊಳ್ಳಬೇಕು ಎಂದರು. ಶೈಕ್ಷಣಿಕ ವರ್ಷದಲ್ಲಿ ಉತ್ತಮ ಸಾಧನೆ ಮಾಡಿದ ವಿದ್ಯಾರ್ಥಿಗಳನ್ನು ಸನ್ಮಾನಿಸಲಾಯಿತು. ವಿವಿಧ ಸ್ಪರ್ಧೆಗಳಲ್ಲಿ ವಿಜೇತರಾದವರಿಗೆ ಬಹುಮಾನ ವಿತರಿಸಲಾಯಿತು. ವಿದ್ಯಾರ್ಥಿಗಳು ಸಾಂಸ್ಕೃತಿಕ ಕಾರ್ಯಕ್ರಮ ನಡೆಸಿಕೊಟ್ಟರು. ಉಪನ್ಯಾಸಕರು ಸ್ವಾಗತಿಸಿದರು. ಸಿ.ಎಸ್. ಪಾಟೀಲ ವಂದಿಸಿದರು. — [344, 768, 474, 874]
brief-item — [34, 328, 196, 454]
halli-article — [668, 318, 914, 728]
